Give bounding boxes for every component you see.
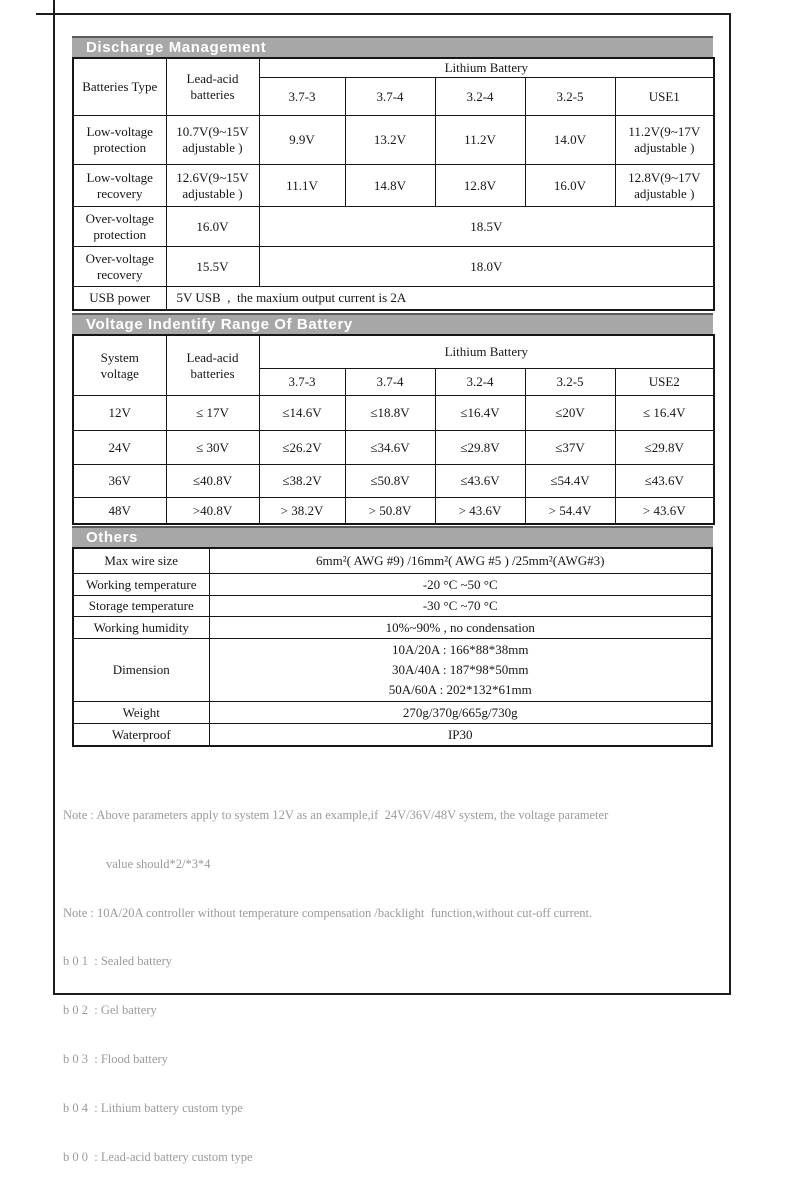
row-label: 12V	[73, 396, 166, 431]
value-cell: ≤ 17V	[166, 396, 259, 431]
value-cell: ≤29.8V	[435, 431, 525, 465]
col-header-cell: USE1	[615, 78, 714, 116]
value-cell: >40.8V	[166, 498, 259, 525]
value-cell	[209, 639, 712, 702]
value-cell: 12.8V(9~17V adjustable )	[615, 165, 714, 207]
col-header-cell: 3.7-4	[345, 78, 435, 116]
footnotes	[63, 776, 729, 1196]
row-label: Low-voltage protection	[73, 116, 166, 165]
col-header-cell: 3.2-5	[525, 78, 615, 116]
col-header-cell: 3.7-3	[259, 78, 345, 116]
value-cell: ≤50.8V	[345, 465, 435, 498]
table-row	[73, 498, 714, 525]
note-line-continuation: value should*2/*3*4	[106, 856, 211, 871]
table-row	[73, 574, 712, 596]
value-cell: 10.7V(9~15V adjustable )	[166, 116, 259, 165]
others-table	[72, 547, 713, 747]
table-row	[73, 702, 712, 724]
voltage-range-table	[72, 334, 715, 525]
row-label: Weight	[73, 702, 209, 724]
value-cell: ≤38.2V	[259, 465, 345, 498]
value-cell: 11.2V	[435, 116, 525, 165]
value-cell: ≤37V	[525, 431, 615, 465]
col-header-cell: 3.2-4	[435, 369, 525, 396]
col-header-system-voltage: System voltage	[73, 335, 166, 396]
value-cell: 5V USB , the maxium output current is 2A	[166, 287, 714, 311]
value-cell: 15.5V	[166, 247, 259, 287]
section-header-discharge	[72, 36, 713, 57]
note-line: b 0 1 : Sealed battery	[63, 954, 172, 969]
value-cell: 18.0V	[259, 247, 714, 287]
value-cell: 16.0V	[525, 165, 615, 207]
value-cell: 10%~90% , no condensation	[209, 617, 712, 639]
value-cell: -30 °C ~70 °C	[209, 596, 712, 617]
section-header-voltage-range	[72, 313, 713, 334]
row-label: Max wire size	[73, 548, 209, 574]
frame-overshoot-vertical	[53, 0, 55, 14]
value-cell: ≤43.6V	[435, 465, 525, 498]
dimension-line: 10A/20A : 166*88*38mm	[391, 642, 529, 657]
value-cell: IP30	[209, 724, 712, 747]
col-header-cell: 3.7-3	[259, 369, 345, 396]
value-cell: 18.5V	[259, 207, 714, 247]
section-title: Voltage Indentify Range Of Battery	[86, 316, 353, 333]
value-cell: ≤29.8V	[615, 431, 714, 465]
value-cell: > 43.6V	[615, 498, 714, 525]
table-header-row	[73, 58, 714, 78]
dimension-line: 50A/60A : 202*132*61mm	[388, 682, 532, 697]
value-cell: 16.0V	[166, 207, 259, 247]
value-cell: ≤ 30V	[166, 431, 259, 465]
table-row	[73, 116, 714, 165]
col-header-lithium: Lithium Battery	[259, 335, 714, 369]
note-line: Note : Above parameters apply to system 12V as an example,if 24V/36V/48V system, the voltage parameter	[63, 808, 609, 822]
row-label: Working temperature	[73, 574, 209, 596]
row-label: Over-voltage recovery	[73, 247, 166, 287]
value-cell: 13.2V	[345, 116, 435, 165]
value-cell: 6mm²( AWG #9) /16mm²( AWG #5 ) /25mm²(AWG#3)	[209, 548, 712, 574]
row-label: USB power	[73, 287, 166, 311]
value-cell: ≤20V	[525, 396, 615, 431]
section-title: Others	[86, 529, 138, 546]
value-cell: 12.6V(9~15V adjustable )	[166, 165, 259, 207]
table-row	[73, 207, 714, 247]
row-label: 36V	[73, 465, 166, 498]
col-header-cell: USE2	[615, 369, 714, 396]
row-label: Working humidity	[73, 617, 209, 639]
value-cell: ≤54.4V	[525, 465, 615, 498]
row-label: Waterproof	[73, 724, 209, 747]
value-cell: ≤14.6V	[259, 396, 345, 431]
value-cell: > 54.4V	[525, 498, 615, 525]
row-label: Over-voltage protection	[73, 207, 166, 247]
row-label: 24V	[73, 431, 166, 465]
table-row	[73, 548, 712, 574]
table-row	[73, 396, 714, 431]
note-line: b 0 3 : Flood battery	[63, 1051, 168, 1066]
table-row	[73, 724, 712, 747]
row-label: Storage temperature	[73, 596, 209, 617]
value-cell: 11.1V	[259, 165, 345, 207]
col-header-cell: 3.7-4	[345, 369, 435, 396]
value-cell: 14.0V	[525, 116, 615, 165]
col-header-lithium: Lithium Battery	[259, 58, 714, 78]
table-row	[73, 431, 714, 465]
value-cell: ≤16.4V	[435, 396, 525, 431]
row-label: 48V	[73, 498, 166, 525]
value-cell: ≤ 16.4V	[615, 396, 714, 431]
dimension-line: 30A/40A : 187*98*50mm	[391, 662, 529, 677]
note-line: b 0 2 : Gel battery	[63, 1003, 157, 1018]
col-header-cell: 3.2-4	[435, 78, 525, 116]
value-cell: 11.2V(9~17V adjustable )	[615, 116, 714, 165]
col-header-lead-acid: Lead-acid batteries	[166, 335, 259, 396]
value-cell: ≤26.2V	[259, 431, 345, 465]
value-cell: 9.9V	[259, 116, 345, 165]
value-cell: > 50.8V	[345, 498, 435, 525]
col-header-lead-acid: Lead-acid batteries	[166, 58, 259, 116]
discharge-table	[72, 57, 715, 311]
value-cell: ≤34.6V	[345, 431, 435, 465]
table-row	[73, 247, 714, 287]
table-header-row	[73, 335, 714, 369]
value-cell: ≤18.8V	[345, 396, 435, 431]
value-cell: ≤43.6V	[615, 465, 714, 498]
table-row	[73, 617, 712, 639]
table-row	[73, 165, 714, 207]
page-frame	[53, 13, 731, 1164]
value-cell: -20 °C ~50 °C	[209, 574, 712, 596]
note-line: b 0 4 : Lithium battery custom type	[63, 1100, 243, 1115]
section-header-others	[72, 526, 713, 547]
value-cell: ≤40.8V	[166, 465, 259, 498]
row-label: Dimension	[73, 639, 209, 702]
table-row	[73, 287, 714, 311]
value-cell: 14.8V	[345, 165, 435, 207]
value-cell: 12.8V	[435, 165, 525, 207]
section-title: Discharge Management	[86, 39, 267, 56]
table-row	[73, 639, 712, 702]
value-cell: 270g/370g/665g/730g	[209, 702, 712, 724]
table-row	[73, 596, 712, 617]
col-header-cell: 3.2-5	[525, 369, 615, 396]
note-line: b 0 0 : Lead-acid battery custom type	[63, 1149, 253, 1164]
frame-overshoot-horizontal	[36, 13, 54, 15]
col-header-batteries-type: Batteries Type	[73, 58, 166, 116]
value-cell: > 38.2V	[259, 498, 345, 525]
value-cell: > 43.6V	[435, 498, 525, 525]
note-line: Note : 10A/20A controller without temperature compensation /backlight function,without cut-off current.	[63, 905, 593, 920]
row-label: Low-voltage recovery	[73, 165, 166, 207]
table-row	[73, 465, 714, 498]
page-content	[55, 15, 729, 1196]
